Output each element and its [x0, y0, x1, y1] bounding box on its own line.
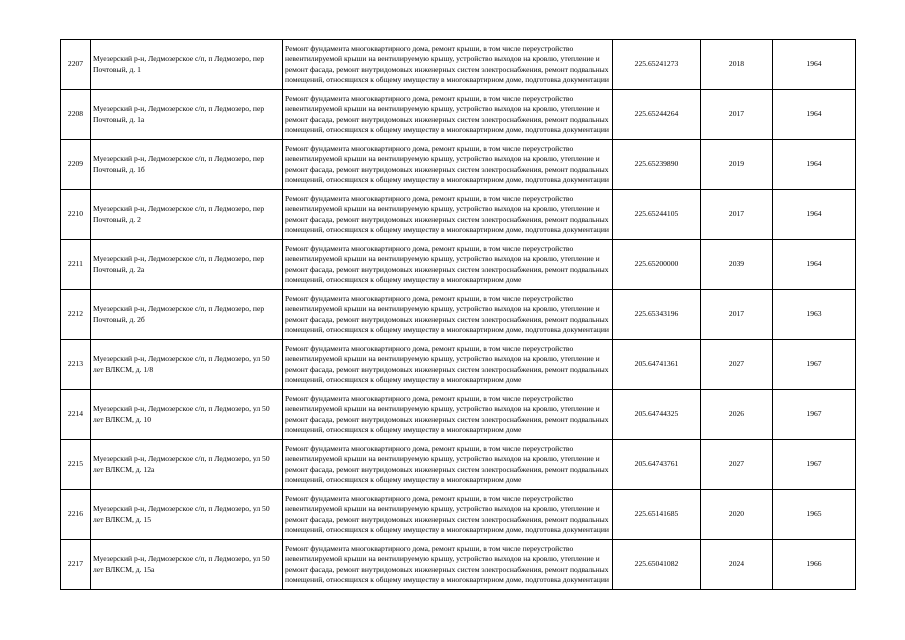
row-number: 2211 [61, 240, 91, 290]
row-number: 2212 [61, 290, 91, 340]
row-number: 2215 [61, 440, 91, 490]
year-cell: 2017 [701, 190, 773, 240]
table-row [61, 340, 856, 390]
built-year-cell: 1967 [773, 390, 856, 440]
address-cell: Муезерский р-н, Ледмозерское с/п, п Ледмозеро, пер Почтовый, д. 1 [91, 40, 283, 90]
built-year-cell: 1964 [773, 140, 856, 190]
value-cell: 205.64744325 [613, 390, 701, 440]
row-number: 2210 [61, 190, 91, 240]
row-number: 2207 [61, 40, 91, 90]
works-cell: Ремонт фундамента многоквартирного дома, ремонт крыши, в том числе переустройство невентилируемой крыши на вентилируемую крышу, устройство выходов на кровлю, утепление и ремонт фасада, ремонт внутридомовых инженерных систем электроснабжения, ремонт подвальных помещений, относящихся к общему имуществу в многоквартирном доме [283, 340, 613, 390]
value-cell: 225.65239890 [613, 140, 701, 190]
table-row [61, 40, 856, 90]
year-cell: 2018 [701, 40, 773, 90]
built-year-cell: 1963 [773, 290, 856, 340]
row-number: 2214 [61, 390, 91, 440]
year-cell: 2024 [701, 540, 773, 590]
year-cell: 2017 [701, 90, 773, 140]
address-cell: Муезерский р-н, Ледмозерское с/п, п Ледмозеро, ул 50 лет ВЛКСМ, д. 10 [91, 390, 283, 440]
address-cell: Муезерский р-н, Ледмозерское с/п, п Ледмозеро, пер Почтовый, д. 2 [91, 190, 283, 240]
table-row [61, 390, 856, 440]
year-cell: 2020 [701, 490, 773, 540]
row-number: 2213 [61, 340, 91, 390]
housing-repair-table [60, 39, 856, 590]
address-cell: Муезерский р-н, Ледмозерское с/п, п Ледмозеро, пер Почтовый, д. 2б [91, 290, 283, 340]
works-cell: Ремонт фундамента многоквартирного дома, ремонт крыши, в том числе переустройство невентилируемой крыши на вентилируемую крышу, устройство выходов на кровлю, утепление и ремонт фасада, ремонт внутридомовых инженерных систем электроснабжения, ремонт подвальных помещений, относящихся к общему имуществу в многоквартирном доме, подготовка документации [283, 190, 613, 240]
address-cell: Муезерский р-н, Ледмозерское с/п, п Ледмозеро, ул 50 лет ВЛКСМ, д. 15 [91, 490, 283, 540]
address-cell: Муезерский р-н, Ледмозерское с/п, п Ледмозеро, пер Почтовый, д. 2а [91, 240, 283, 290]
year-cell: 2027 [701, 440, 773, 490]
built-year-cell: 1964 [773, 190, 856, 240]
table-row [61, 490, 856, 540]
address-cell: Муезерский р-н, Ледмозерское с/п, п Ледмозеро, пер Почтовый, д. 1б [91, 140, 283, 190]
row-number: 2208 [61, 90, 91, 140]
address-cell: Муезерский р-н, Ледмозерское с/п, п Ледмозеро, ул 50 лет ВЛКСМ, д. 12а [91, 440, 283, 490]
value-cell: 225.65200000 [613, 240, 701, 290]
built-year-cell: 1966 [773, 540, 856, 590]
works-cell: Ремонт фундамента многоквартирного дома, ремонт крыши, в том числе переустройство невентилируемой крыши на вентилируемую крышу, устройство выходов на кровлю, утепление и ремонт фасада, ремонт внутридомовых инженерных систем электроснабжения, ремонт подвальных помещений, относящихся к общему имуществу в многоквартирном доме [283, 440, 613, 490]
value-cell: 225.65343196 [613, 290, 701, 340]
works-cell: Ремонт фундамента многоквартирного дома, ремонт крыши, в том числе переустройство невентилируемой крыши на вентилируемую крышу, устройство выходов на кровлю, утепление и ремонт фасада, ремонт внутридомовых инженерных систем электроснабжения, ремонт подвальных помещений, относящихся к общему имуществу в многоквартирном доме, подготовка документации [283, 140, 613, 190]
table-row [61, 140, 856, 190]
built-year-cell: 1967 [773, 440, 856, 490]
built-year-cell: 1965 [773, 490, 856, 540]
address-cell: Муезерский р-н, Ледмозерское с/п, п Ледмозеро, ул 50 лет ВЛКСМ, д. 15а [91, 540, 283, 590]
works-cell: Ремонт фундамента многоквартирного дома, ремонт крыши, в том числе переустройство невентилируемой крыши на вентилируемую крышу, устройство выходов на кровлю, утепление и ремонт фасада, ремонт внутридомовых инженерных систем электроснабжения, ремонт подвальных помещений, относящихся к общему имуществу в многоквартирном доме, подготовка документации [283, 490, 613, 540]
value-cell: 205.64743761 [613, 440, 701, 490]
value-cell: 225.65141685 [613, 490, 701, 540]
address-cell: Муезерский р-н, Ледмозерское с/п, п Ледмозеро, ул 50 лет ВЛКСМ, д. 1/8 [91, 340, 283, 390]
value-cell: 225.65241273 [613, 40, 701, 90]
year-cell: 2039 [701, 240, 773, 290]
built-year-cell: 1964 [773, 40, 856, 90]
works-cell: Ремонт фундамента многоквартирного дома, ремонт крыши, в том числе переустройство невентилируемой крыши на вентилируемую крышу, устройство выходов на кровлю, утепление и ремонт фасада, ремонт внутридомовых инженерных систем электроснабжения, ремонт подвальных помещений, относящихся к общему имуществу в многоквартирном доме [283, 240, 613, 290]
year-cell: 2019 [701, 140, 773, 190]
row-number: 2209 [61, 140, 91, 190]
value-cell: 225.65244264 [613, 90, 701, 140]
works-cell: Ремонт фундамента многоквартирного дома, ремонт крыши, в том числе переустройство невентилируемой крыши на вентилируемую крышу, устройство выходов на кровлю, утепление и ремонт фасада, ремонт внутридомовых инженерных систем электроснабжения, ремонт подвальных помещений, относящихся к общему имуществу в многоквартирном доме, подготовка документации [283, 540, 613, 590]
built-year-cell: 1967 [773, 340, 856, 390]
address-cell: Муезерский р-н, Ледмозерское с/п, п Ледмозеро, пер Почтовый, д. 1а [91, 90, 283, 140]
row-number: 2217 [61, 540, 91, 590]
works-cell: Ремонт фундамента многоквартирного дома, ремонт крыши, в том числе переустройство невентилируемой крыши на вентилируемую крышу, устройство выходов на кровлю, утепление и ремонт фасада, ремонт внутридомовых инженерных систем электроснабжения, ремонт подвальных помещений, относящихся к общему имуществу в многоквартирном доме [283, 390, 613, 440]
works-cell: Ремонт фундамента многоквартирного дома, ремонт крыши, в том числе переустройство невентилируемой крыши на вентилируемую крышу, устройство выходов на кровлю, утепление и ремонт фасада, ремонт внутридомовых инженерных систем электроснабжения, ремонт подвальных помещений, относящихся к общему имуществу в многоквартирном доме, подготовка документации [283, 40, 613, 90]
year-cell: 2026 [701, 390, 773, 440]
works-cell: Ремонт фундамента многоквартирного дома, ремонт крыши, в том числе переустройство невентилируемой крыши на вентилируемую крышу, устройство выходов на кровлю, утепление и ремонт фасада, ремонт внутридомовых инженерных систем электроснабжения, ремонт подвальных помещений, относящихся к общему имуществу в многоквартирном доме, подготовка документации [283, 90, 613, 140]
row-number: 2216 [61, 490, 91, 540]
value-cell: 225.65244105 [613, 190, 701, 240]
table-row [61, 440, 856, 490]
year-cell: 2017 [701, 290, 773, 340]
year-cell: 2027 [701, 340, 773, 390]
built-year-cell: 1964 [773, 240, 856, 290]
table-row [61, 240, 856, 290]
built-year-cell: 1964 [773, 90, 856, 140]
table-row [61, 540, 856, 590]
table-row [61, 290, 856, 340]
table-row [61, 90, 856, 140]
value-cell: 225.65041082 [613, 540, 701, 590]
works-cell: Ремонт фундамента многоквартирного дома, ремонт крыши, в том числе переустройство невентилируемой крыши на вентилируемую крышу, устройство выходов на кровлю, утепление и ремонт фасада, ремонт внутридомовых инженерных систем электроснабжения, ремонт подвальных помещений, относящихся к общему имуществу в многоквартирном доме, подготовка документации [283, 290, 613, 340]
table-body [61, 40, 856, 590]
table-row [61, 190, 856, 240]
value-cell: 205.64741361 [613, 340, 701, 390]
